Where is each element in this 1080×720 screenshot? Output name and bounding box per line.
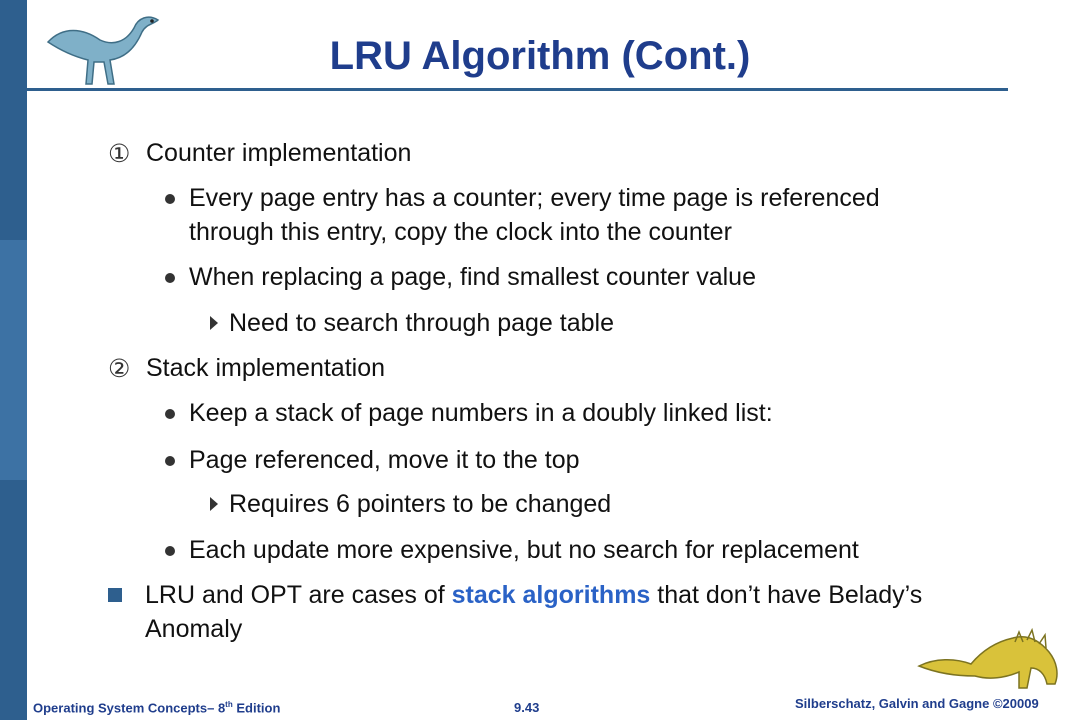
- bullet-stack-algorithms-cont: Anomaly: [145, 615, 243, 643]
- bullet-dot: [165, 273, 175, 283]
- bullet-stack-algorithms: [145, 581, 922, 610]
- bullet-page-entry-counter-cont: through this entry, copy the clock into the counter: [189, 218, 732, 246]
- sidebar-bar: [0, 0, 27, 720]
- sub-bullet-arrow-icon: [210, 316, 218, 330]
- stack-algorithms-text-pre: LRU and OPT are cases of: [145, 581, 452, 609]
- square-bullet-icon: [108, 588, 122, 602]
- bullet-each-update: Each update more expensive, but no search for replacement: [189, 536, 859, 564]
- sub-bullet-six-pointers: Requires 6 pointers to be changed: [229, 490, 612, 518]
- bullet-dot: [165, 546, 175, 556]
- circled-marker-1: ①: [108, 140, 131, 168]
- sidebar-segment-middle: [0, 240, 27, 480]
- footer-authors: Silberschatz, Galvin and Gagne ©20009: [795, 696, 1039, 711]
- footer-left-end: Edition: [232, 700, 281, 716]
- sidebar-segment-top: [0, 0, 27, 240]
- footer-page-number: 9.43: [514, 700, 540, 715]
- slide-title: LRU Algorithm (Cont.): [329, 34, 751, 78]
- bullet-keep-stack: Keep a stack of page numbers in a doubly linked list:: [189, 399, 773, 427]
- heading-stack-implementation: Stack implementation: [146, 354, 386, 382]
- stack-algorithms-text-post: that don’t have Belady’s: [650, 581, 923, 609]
- circled-marker-2: ②: [108, 355, 131, 383]
- dinosaur-logo-icon: [38, 6, 168, 90]
- footer-book-title: [33, 700, 280, 715]
- footer-left-sup: th: [225, 700, 233, 709]
- bullet-dot: [165, 409, 175, 419]
- bullet-dot: [165, 456, 175, 466]
- sub-bullet-search-page-table: Need to search through page table: [229, 309, 614, 337]
- footer-left-text: Operating System Concepts– 8: [33, 700, 226, 716]
- dinosaur-bottom-logo-icon: [915, 618, 1065, 698]
- heading-counter-implementation: Counter implementation: [146, 139, 412, 167]
- stack-algorithms-highlight: stack algorithms: [451, 581, 651, 609]
- bullet-page-entry-counter: Every page entry has a counter; every time page is referenced: [189, 184, 880, 212]
- bullet-replacing-page: When replacing a page, find smallest counter value: [189, 263, 756, 291]
- bullet-page-referenced: Page referenced, move it to the top: [189, 446, 580, 474]
- sub-bullet-arrow-icon: [210, 497, 218, 511]
- bullet-dot: [165, 194, 175, 204]
- title-divider: [27, 88, 1008, 91]
- sidebar-segment-bottom: [0, 480, 27, 720]
